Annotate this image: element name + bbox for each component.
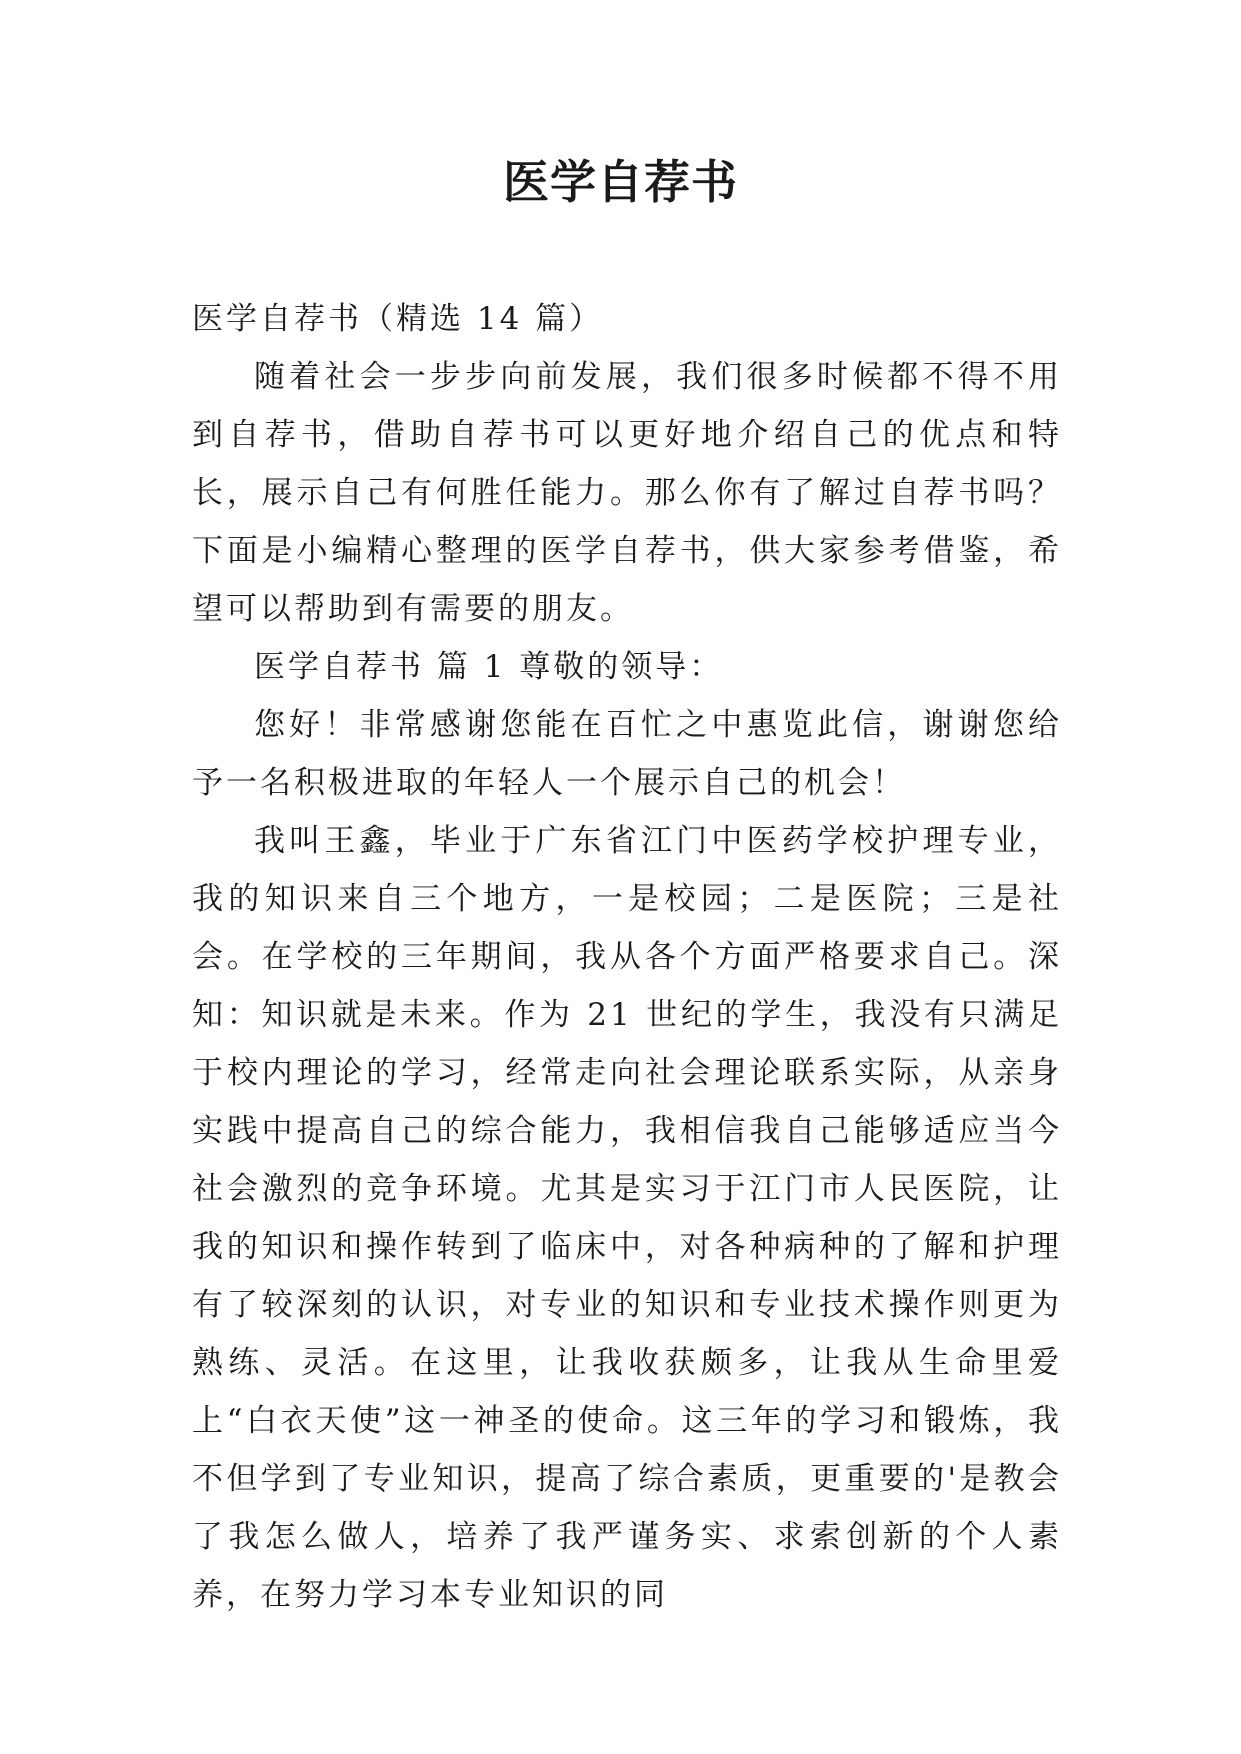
subtitle-paragraph: 医学自荐书（精选 14 篇） bbox=[192, 301, 604, 337]
document-title: 医学自荐书 bbox=[503, 155, 738, 209]
salutation-paragraph: 医学自荐书 篇 1 尊敬的领导： bbox=[254, 649, 724, 685]
body-paragraph: 我叫王鑫，毕业于广东省江门中医药学校护理专业，我的知识来自三个地方，一是校园；二是医院；三是社会。在学校的三年期间，我从各个方面严格要求自己。深知：知识就是未来。作为 21 世纪的学生，我没有只满足于校内理论的学习，经常走向社会理论联系实际，从亲身实践中提高自己的综合能力，我相信我自己能够适应当今社会激烈的竞争环境。尤其是实习于江门市人民医院，让我的知识和操作转到了临床中，对各种病种的了解和护理有了较深刻的认识，对专业的知识和专业技术操作则更为熟练、灵活。在这里，让我收获颇多，让我从生命里爱上“白衣天使”这一神圣的使命。这三年的学习和锻炼，我不但学到了专业知识，提高了综合素质，更重要的'是教会了我怎么做人，培养了我严谨务实、求索创新的个人素养，在努力学习本专业知识的同 bbox=[192, 823, 1062, 1613]
document-body bbox=[192, 290, 1062, 1624]
greeting-paragraph: 您好！非常感谢您能在百忙之中惠览此信，谢谢您给予一名积极进取的年轻人一个展示自己的机会！ bbox=[192, 707, 1062, 801]
intro-paragraph: 随着社会一步步向前发展，我们很多时候都不得不用到自荐书，借助自荐书可以更好地介绍自己的优点和特长，展示自己有何胜任能力。那么你有了解过自荐书吗？下面是小编精心整理的医学自荐书，供大家参考借鉴，希望可以帮助到有需要的朋友。 bbox=[192, 359, 1062, 627]
